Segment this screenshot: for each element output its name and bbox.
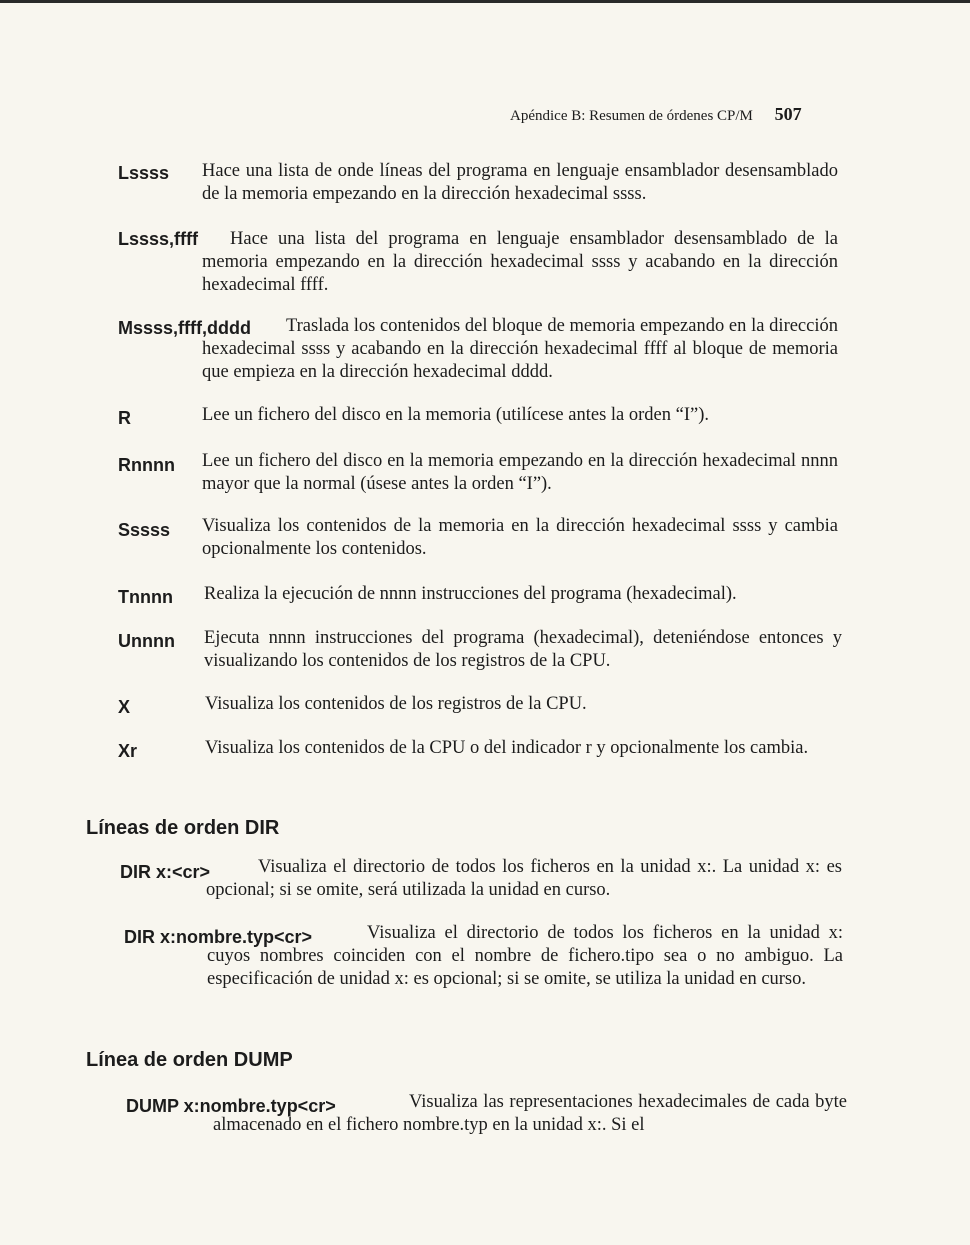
command-description: Hace una lista del programa en lenguaje ensamblador desensamblado de la memoria empezando en la dirección hexadecimal ssss y acabando en la dirección hexadecimal ffff. <box>202 229 838 295</box>
command-label: Xr <box>118 741 138 761</box>
command-description: Visualiza el directorio de todos los ficheros en la unidad x:. La unidad x: es opcional; si se omite, será utilizada la unidad en curso. <box>206 857 842 900</box>
command-description: Ejecuta nnnn instrucciones del programa (hexadecimal), deteniéndose entonces y visualizando los contenidos de los registros de la CPU. <box>204 628 842 671</box>
command-description: Lee un fichero del disco en la memoria empezando en la dirección hexadecimal nnnn mayor que la normal (úsese antes la orden “I”). <box>202 451 838 494</box>
command-label: X <box>118 697 131 717</box>
command-description: Realiza la ejecución de nnnn instrucciones del programa (hexadecimal). <box>204 584 737 604</box>
running-header <box>510 104 840 125</box>
command-description: Visualiza los contenidos de los registros de la CPU. <box>205 694 587 714</box>
command-description: Visualiza los contenidos de la CPU o del indicador r y opcionalmente los cambia. <box>205 738 809 758</box>
section-heading: Líneas de orden DIR <box>86 817 280 839</box>
command-label: Mssss,ffff,dddd <box>118 318 251 338</box>
command-description: Visualiza el directorio de todos los ficheros en la unidad x: cuyos nombres coinciden con el nombre de fichero.tipo sea o no ambiguo. La especificación de unidad x: es opcional; si se omite, se utiliza la unidad en curso. <box>207 923 843 989</box>
command-description: Traslada los contenidos del bloque de memoria empezando en la dirección hexadecimal ssss y acabando en la dirección hexadecimal ffff al bloque de memoria que empieza en la dirección hexadecimal dddd. <box>202 316 838 382</box>
command-description: Visualiza los contenidos de la memoria en la dirección hexadecimal ssss y cambia opcionalmente los contenidos. <box>202 516 838 559</box>
command-description: Hace una lista de onde líneas del programa en lenguaje ensamblador desensamblado de la memoria empezando en la dirección hexadecimal ssss. <box>202 161 838 204</box>
command-description: Lee un fichero del disco en la memoria (utilícese antes la orden “I”). <box>202 405 709 425</box>
command-label: Unnnn <box>118 631 175 651</box>
command-label: R <box>118 408 131 428</box>
page-number: 507 <box>774 104 802 124</box>
command-label: Sssss <box>118 520 171 540</box>
command-label: DIR x:nombre.typ<cr> <box>124 927 313 947</box>
command-label: DUMP x:nombre.typ<cr> <box>126 1096 336 1116</box>
command-description: Visualiza las representaciones hexadecimales de cada byte almacenado en el fichero nombre.typ en la unidad x:. Si el <box>213 1092 847 1135</box>
running-title: Apéndice B: Resumen de órdenes CP/M <box>510 108 753 124</box>
command-label: Lssss,ffff <box>118 229 199 249</box>
command-label: DIR x:<cr> <box>120 862 211 882</box>
command-label: Rnnnn <box>118 455 175 475</box>
command-label: Lssss <box>118 163 170 183</box>
command-label: Tnnnn <box>118 587 173 607</box>
section-heading: Línea de orden DUMP <box>86 1049 293 1071</box>
